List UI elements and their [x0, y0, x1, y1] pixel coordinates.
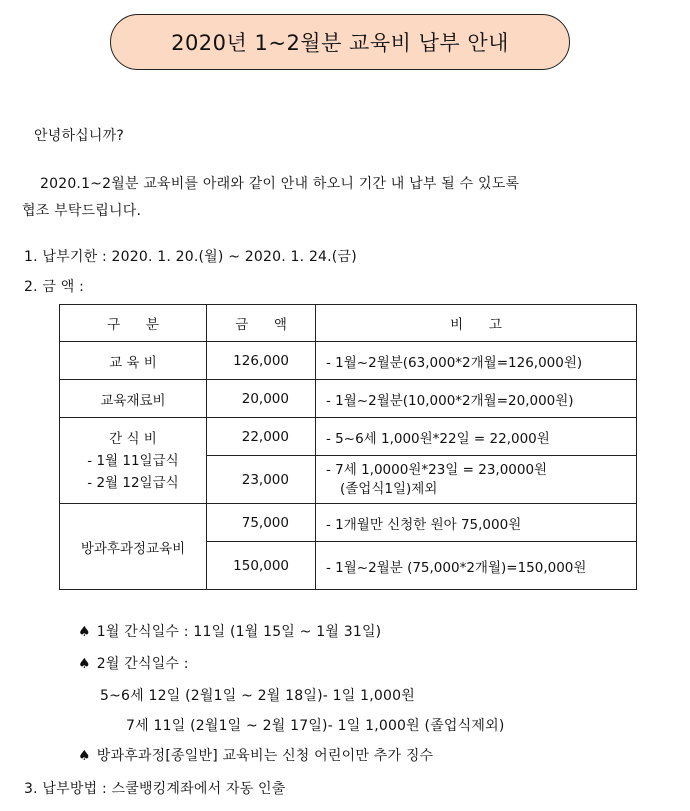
snack-category-jan: - 1월 11일급식 — [87, 452, 179, 469]
feb-age-5-6-line: 5~6세 12일 (2월1일 ~ 2월 18일)- 1일 1,000원 — [100, 688, 415, 704]
fee-table — [59, 304, 637, 590]
afterschool-amount-2: 150,000 — [207, 542, 316, 590]
header-category: 구 분 — [60, 305, 207, 342]
header-note: 비 고 — [316, 305, 637, 342]
greeting-text: 안녕하십니까? — [34, 128, 124, 144]
spade-icon: ♠ — [78, 748, 91, 764]
snack-note-2-line-2: (졸업식1일)제외 — [340, 480, 438, 497]
tuition-category: 교 육 비 — [60, 342, 207, 380]
afterschool-note-1: - 1개월만 신청한 원아 75,000원 — [316, 504, 637, 542]
intro-line-2: 협조 부탁드립니다. — [22, 203, 142, 219]
due-date-line: 1. 납부기한 : 2020. 1. 20.(월) ~ 2020. 1. 24.(금) — [24, 249, 357, 265]
materials-category: 교육재료비 — [60, 380, 207, 418]
amount-heading: 2. 금 액 : — [24, 279, 85, 295]
spade-icon: ♠ — [78, 624, 91, 640]
snack-category-title: 간 식 비 — [109, 430, 157, 447]
afterschool-amount-1: 75,000 — [207, 504, 316, 542]
intro-line-1: 2020.1~2월분 교육비를 아래와 같이 안내 하오니 기간 내 납부 될 수 있도록 — [40, 176, 520, 192]
snack-amount-1: 22,000 — [207, 418, 316, 456]
table-row — [60, 380, 637, 418]
bullet-feb-snack-days — [78, 653, 189, 673]
snack-note-2 — [316, 456, 637, 504]
table-row — [60, 342, 637, 380]
materials-note: - 1월~2월분(10,000*2개월=20,000원) — [316, 380, 637, 418]
snack-category-feb: - 2월 12일급식 — [87, 474, 179, 491]
snack-amount-2: 23,000 — [207, 456, 316, 504]
tuition-note: - 1월~2월분(63,000*2개월=126,000원) — [316, 342, 637, 380]
tuition-amount: 126,000 — [207, 342, 316, 380]
afterschool-note-2: - 1월~2월분 (75,000*2개월)=150,000원 — [316, 542, 637, 590]
snack-note-2-line-1: - 7세 1,0000원*23일 = 23,0000원 — [326, 461, 548, 478]
materials-amount: 20,000 — [207, 380, 316, 418]
spade-icon: ♠ — [78, 656, 91, 672]
header-amount: 금 액 — [207, 305, 316, 342]
table-row — [60, 504, 637, 542]
bullet-text: 1월 간식일수 : 11일 (1월 15일 ~ 1월 31일) — [96, 624, 382, 640]
page-title: 2020년 1~2월분 교육비 납부 안내 — [110, 14, 570, 70]
feb-age-7-line: 7세 11일 (2월1일 ~ 2월 17일)- 1일 1,000원 (졸업식제외) — [126, 718, 505, 734]
payment-method-line: 3. 납부방법 : 스쿨뱅킹계좌에서 자동 인출 — [24, 781, 286, 797]
bullet-afterschool-note — [78, 745, 433, 765]
bullet-jan-snack-days — [78, 621, 381, 641]
snack-note-1: - 5~6세 1,000원*22일 = 22,000원 — [316, 418, 637, 456]
bullet-text: 2월 간식일수 : — [96, 656, 189, 672]
table-row — [60, 418, 637, 456]
afterschool-category: 방과후과정교육비 — [60, 504, 207, 590]
snack-category — [60, 418, 207, 504]
table-header-row — [60, 305, 637, 342]
bullet-text: 방과후과정[종일반] 교육비는 신청 어린이만 추가 징수 — [96, 748, 434, 764]
